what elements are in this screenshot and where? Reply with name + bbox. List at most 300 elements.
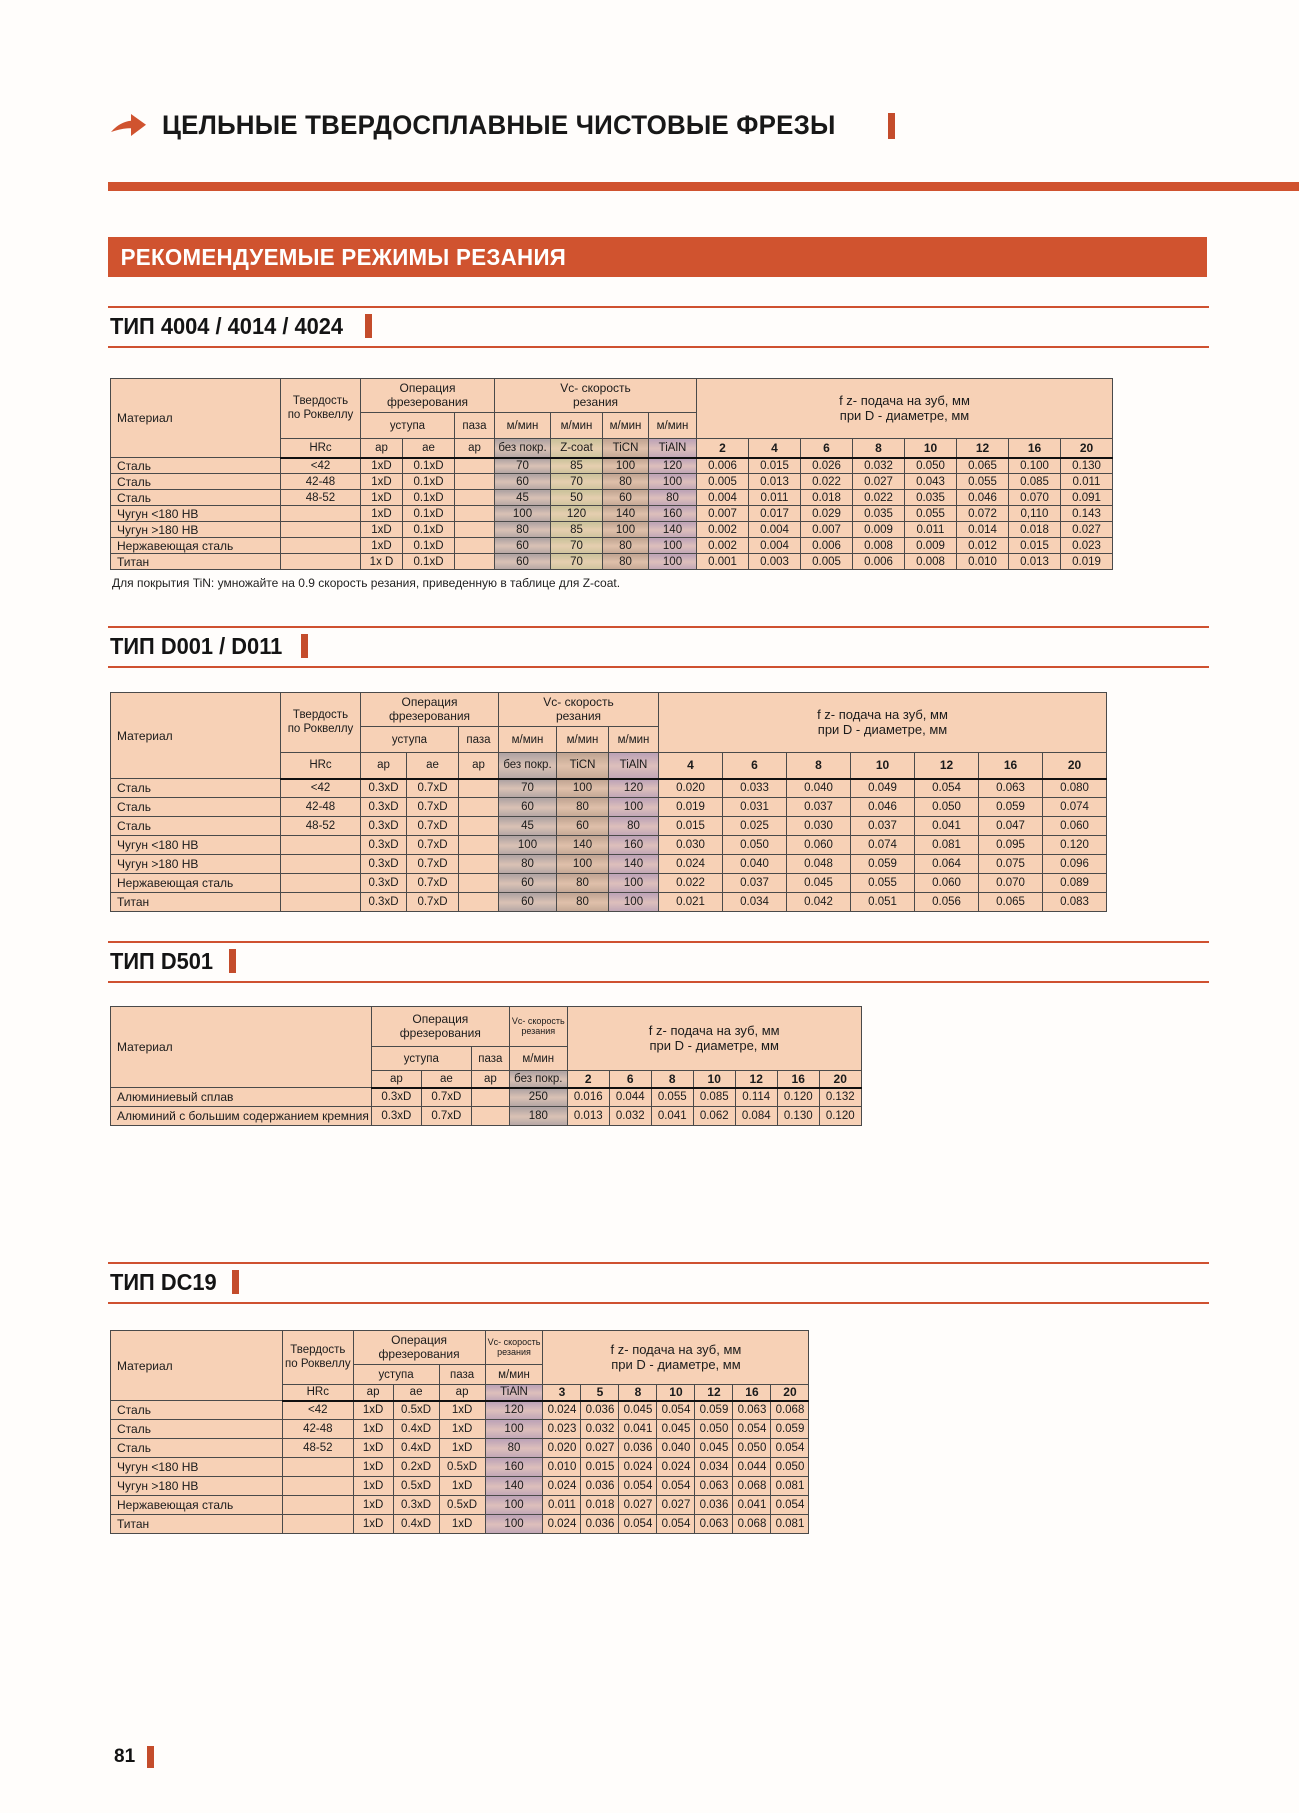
cutting-speed-cell: 70 bbox=[499, 779, 557, 798]
ap-cell: 0.3xD bbox=[361, 798, 407, 817]
feed-cell: 0.035 bbox=[905, 490, 957, 506]
cutting-speed-cell: 120 bbox=[485, 1401, 543, 1420]
label-line: фрезерования bbox=[388, 708, 471, 723]
label-line: резания bbox=[521, 1025, 556, 1036]
feed-cell: 0.084 bbox=[735, 1107, 777, 1126]
table-head bbox=[111, 1331, 809, 1401]
hrc-cell bbox=[281, 522, 361, 538]
ae-cell: 0.1xD bbox=[403, 458, 455, 474]
material-cell: Сталь bbox=[111, 817, 281, 836]
slot-ap-cell bbox=[459, 798, 499, 817]
slot-ap-cell bbox=[455, 506, 495, 522]
feed-cell: 0.049 bbox=[851, 779, 915, 798]
label-line: по Роквеллу bbox=[287, 722, 354, 735]
label-line: Твердость bbox=[292, 709, 349, 722]
slot-ap-cell: 0.5xD bbox=[439, 1496, 485, 1515]
material-header: Материал bbox=[111, 693, 281, 779]
feed-cell: 0.055 bbox=[905, 506, 957, 522]
feed-cell: 0.120 bbox=[1043, 836, 1107, 855]
label-line: Vc- скорость bbox=[487, 1336, 541, 1347]
feed-cell: 0.070 bbox=[979, 874, 1043, 893]
hrc-cell bbox=[283, 1515, 354, 1534]
label-line: Твердость bbox=[290, 1344, 346, 1357]
header-row bbox=[111, 693, 1107, 727]
hrc-cell bbox=[281, 874, 361, 893]
material-cell: Сталь bbox=[111, 490, 281, 506]
feed-cell: 0.013 bbox=[567, 1107, 609, 1126]
table-row bbox=[111, 506, 1113, 522]
label-line: резания bbox=[497, 1346, 531, 1357]
speed-unit-header: м/мин bbox=[609, 727, 659, 753]
section-title: ТИП DC19 bbox=[110, 1269, 217, 1295]
cutting-speed-cell: 70 bbox=[551, 474, 603, 490]
feed-cell: 0.022 bbox=[801, 474, 853, 490]
feed-cell: 0.054 bbox=[771, 1439, 809, 1458]
label-line: по Роквеллу bbox=[285, 1357, 351, 1370]
section-head-d501 bbox=[108, 941, 1209, 983]
feed-cell: 0.080 bbox=[1043, 779, 1107, 798]
feed-cell: 0.045 bbox=[619, 1401, 657, 1420]
coating-header: без покр. bbox=[495, 439, 551, 458]
feed-cell: 0.024 bbox=[543, 1515, 581, 1534]
cutting-speed-cell: 100 bbox=[485, 1420, 543, 1439]
slot-ap-cell bbox=[459, 817, 499, 836]
feed-cell: 0.054 bbox=[915, 779, 979, 798]
cutting-speed-cell: 80 bbox=[649, 490, 697, 506]
cutting-speed-header bbox=[509, 1007, 567, 1047]
hrc-cell bbox=[283, 1458, 354, 1477]
hrc-cell bbox=[281, 538, 361, 554]
feed-cell: 0.048 bbox=[787, 855, 851, 874]
feed-cell: 0.042 bbox=[787, 893, 851, 912]
diameter-header: 20 bbox=[1043, 753, 1107, 779]
feed-cell: 0.054 bbox=[619, 1477, 657, 1496]
feed-cell: 0.009 bbox=[853, 522, 905, 538]
diameter-header: 2 bbox=[567, 1071, 609, 1088]
cutting-speed-cell: 80 bbox=[557, 874, 609, 893]
page-title: ЦЕЛЬНЫЕ ТВЕРДОСПЛАВНЫЕ ЧИСТОВЫЕ ФРЕЗЫ bbox=[162, 110, 836, 140]
cutting-conditions-table bbox=[110, 1006, 862, 1126]
page-header bbox=[110, 110, 895, 141]
diameter-header: 12 bbox=[915, 753, 979, 779]
feed-cell: 0.024 bbox=[543, 1401, 581, 1420]
table-body bbox=[111, 458, 1113, 570]
cutting-speed-cell: 60 bbox=[603, 490, 649, 506]
material-header: Материал bbox=[111, 1331, 283, 1401]
hrc-cell bbox=[283, 1477, 354, 1496]
feed-cell: 0.046 bbox=[851, 798, 915, 817]
hrc-cell: 48-52 bbox=[281, 817, 361, 836]
banner-label: РЕКОМЕНДУЕМЫЕ РЕЖИМЫ РЕЗАНИЯ bbox=[120, 244, 567, 270]
feed-cell: 0.089 bbox=[1043, 874, 1107, 893]
feed-cell: 0.072 bbox=[957, 506, 1009, 522]
slot-ap-cell: 1xD bbox=[439, 1420, 485, 1439]
diameter-header: 12 bbox=[735, 1071, 777, 1088]
feed-cell: 0.120 bbox=[777, 1088, 819, 1107]
diameter-header: 8 bbox=[853, 439, 905, 458]
label-line: по Роквеллу bbox=[287, 408, 354, 421]
feed-cell: 0.003 bbox=[749, 554, 801, 570]
material-cell: Чугун <180 НВ bbox=[111, 506, 281, 522]
table-row bbox=[111, 1477, 809, 1496]
feed-cell: 0.004 bbox=[749, 538, 801, 554]
feed-cell: 0.041 bbox=[915, 817, 979, 836]
feed-cell: 0.081 bbox=[915, 836, 979, 855]
feed-cell: 0.081 bbox=[771, 1477, 809, 1496]
coating-header: TiCN bbox=[557, 753, 609, 779]
feed-cell: 0.024 bbox=[619, 1458, 657, 1477]
feed-cell: 0.075 bbox=[979, 855, 1043, 874]
material-header: Материал bbox=[111, 379, 281, 458]
feed-cell: 0.036 bbox=[581, 1401, 619, 1420]
feed-cell: 0.083 bbox=[1043, 893, 1107, 912]
ae-cell: 0.3xD bbox=[393, 1496, 439, 1515]
cutting-speed-cell: 100 bbox=[485, 1515, 543, 1534]
feed-per-tooth-header bbox=[697, 379, 1113, 439]
feed-cell: 0.013 bbox=[749, 474, 801, 490]
material-cell: Чугун >180 НВ bbox=[111, 855, 281, 874]
material-cell: Сталь bbox=[111, 474, 281, 490]
cutting-speed-cell: 100 bbox=[649, 554, 697, 570]
feed-cell: 0.037 bbox=[723, 874, 787, 893]
label-line: Операция bbox=[399, 380, 456, 395]
slot-ap-cell: 0.5xD bbox=[439, 1458, 485, 1477]
feed-cell: 0.051 bbox=[851, 893, 915, 912]
feed-cell: 0.091 bbox=[1061, 490, 1113, 506]
cutting-conditions-table bbox=[110, 692, 1107, 912]
speed-unit-header: м/мин bbox=[509, 1047, 567, 1071]
feed-cell: 0.011 bbox=[543, 1496, 581, 1515]
section-title: ТИП D001 / D011 bbox=[110, 633, 283, 659]
feed-cell: 0.045 bbox=[787, 874, 851, 893]
table-row bbox=[111, 1107, 862, 1126]
table-row bbox=[111, 554, 1113, 570]
ae-cell: 0.1xD bbox=[403, 490, 455, 506]
feed-per-tooth-header bbox=[543, 1331, 809, 1385]
feed-cell: 0.018 bbox=[581, 1496, 619, 1515]
feed-cell: 0.041 bbox=[733, 1496, 771, 1515]
diameter-header: 16 bbox=[1009, 439, 1061, 458]
diameter-header: 8 bbox=[651, 1071, 693, 1088]
hrc-cell bbox=[281, 506, 361, 522]
feed-cell: 0.062 bbox=[693, 1107, 735, 1126]
feed-cell: 0.068 bbox=[771, 1401, 809, 1420]
feed-cell: 0.085 bbox=[693, 1088, 735, 1107]
cutting-speed-cell: 120 bbox=[551, 506, 603, 522]
feed-cell: 0.019 bbox=[1061, 554, 1113, 570]
hrc-cell: 42-48 bbox=[281, 798, 361, 817]
slot-ap-cell bbox=[459, 855, 499, 874]
ap-cell: 1xD bbox=[361, 506, 403, 522]
ap-header: ap bbox=[439, 1385, 485, 1401]
feed-cell: 0.036 bbox=[581, 1515, 619, 1534]
speed-unit-header: м/мин bbox=[557, 727, 609, 753]
feed-cell: 0.059 bbox=[771, 1420, 809, 1439]
table-row bbox=[111, 855, 1107, 874]
feed-cell: 0.059 bbox=[979, 798, 1043, 817]
ap-cell: 0.3xD bbox=[371, 1107, 421, 1126]
hrc-cell bbox=[281, 554, 361, 570]
feed-cell: 0.002 bbox=[697, 538, 749, 554]
cutting-table-d001 bbox=[110, 692, 1107, 912]
ap-cell: 0.3xD bbox=[371, 1088, 421, 1107]
material-cell: Титан bbox=[111, 893, 281, 912]
slot-ap-cell bbox=[455, 522, 495, 538]
feed-cell: 0.050 bbox=[905, 458, 957, 474]
cutting-speed-cell: 160 bbox=[649, 506, 697, 522]
table-row bbox=[111, 458, 1113, 474]
diameter-header: 3 bbox=[543, 1385, 581, 1401]
label-line: при D - диаметре, мм bbox=[839, 407, 970, 423]
table-row bbox=[111, 874, 1107, 893]
feed-cell: 0.074 bbox=[1043, 798, 1107, 817]
feed-cell: 0.130 bbox=[777, 1107, 819, 1126]
diameter-header: 12 bbox=[695, 1385, 733, 1401]
cutting-speed-cell: 80 bbox=[609, 817, 659, 836]
ap-cell: 1xD bbox=[353, 1439, 393, 1458]
feed-cell: 0.054 bbox=[657, 1477, 695, 1496]
material-cell: Алюминий с большим содержанием кремния bbox=[111, 1107, 372, 1126]
coating-header: TiCN bbox=[603, 439, 649, 458]
feed-cell: 0.041 bbox=[651, 1107, 693, 1126]
feed-cell: 0.008 bbox=[905, 554, 957, 570]
ae-cell: 0.1xD bbox=[403, 522, 455, 538]
title-accent-bar bbox=[888, 113, 895, 139]
feed-cell: 0.044 bbox=[733, 1458, 771, 1477]
cutting-speed-cell: 60 bbox=[499, 798, 557, 817]
ap-cell: 0.3xD bbox=[361, 817, 407, 836]
coating-header: без покр. bbox=[509, 1071, 567, 1088]
cutting-speed-cell: 140 bbox=[603, 506, 649, 522]
diameter-header: 8 bbox=[619, 1385, 657, 1401]
feed-cell: 0.095 bbox=[979, 836, 1043, 855]
diameter-header: 6 bbox=[801, 439, 853, 458]
feed-cell: 0.036 bbox=[695, 1496, 733, 1515]
cutting-speed-cell: 70 bbox=[495, 458, 551, 474]
slot-ap-cell bbox=[459, 893, 499, 912]
material-cell: Алюминиевый сплав bbox=[111, 1088, 372, 1107]
feed-cell: 0.036 bbox=[581, 1477, 619, 1496]
cutting-speed-cell: 60 bbox=[495, 474, 551, 490]
ap-cell: 0.3xD bbox=[361, 779, 407, 798]
diameter-header: 10 bbox=[693, 1071, 735, 1088]
feed-cell: 0.008 bbox=[853, 538, 905, 554]
slot-ap-cell bbox=[471, 1107, 509, 1126]
label-line: f z- подача на зуб, мм bbox=[839, 392, 970, 408]
slot-ap-cell: 1xD bbox=[439, 1515, 485, 1534]
cutting-speed-cell: 140 bbox=[557, 836, 609, 855]
diameter-header: 2 bbox=[697, 439, 749, 458]
hrc-cell: 48-52 bbox=[281, 490, 361, 506]
feed-cell: 0,110 bbox=[1009, 506, 1061, 522]
feed-cell: 0.022 bbox=[853, 490, 905, 506]
cutting-speed-header bbox=[495, 379, 697, 413]
hardness-header bbox=[281, 379, 361, 439]
label-line: Vc- скорость bbox=[511, 1015, 565, 1026]
label-line: Операция bbox=[412, 1011, 469, 1026]
feed-cell: 0.015 bbox=[749, 458, 801, 474]
cutting-speed-cell: 140 bbox=[485, 1477, 543, 1496]
hrc-cell: <42 bbox=[281, 458, 361, 474]
cutting-speed-cell: 100 bbox=[603, 522, 649, 538]
cutting-speed-cell: 85 bbox=[551, 522, 603, 538]
feed-cell: 0.011 bbox=[749, 490, 801, 506]
diameter-header: 16 bbox=[979, 753, 1043, 779]
feed-cell: 0.006 bbox=[697, 458, 749, 474]
cutting-speed-cell: 85 bbox=[551, 458, 603, 474]
slot-ap-cell: 1xD bbox=[439, 1439, 485, 1458]
diameter-header: 10 bbox=[905, 439, 957, 458]
feed-cell: 0.050 bbox=[723, 836, 787, 855]
feed-cell: 0.130 bbox=[1061, 458, 1113, 474]
feed-cell: 0.002 bbox=[697, 522, 749, 538]
feed-cell: 0.063 bbox=[733, 1401, 771, 1420]
table-row bbox=[111, 1496, 809, 1515]
feed-cell: 0.018 bbox=[801, 490, 853, 506]
ae-cell: 0.7xD bbox=[407, 779, 459, 798]
diameter-header: 4 bbox=[749, 439, 801, 458]
ap-cell: 1xD bbox=[361, 458, 403, 474]
shoulder-header: уступа bbox=[371, 1047, 471, 1071]
feed-cell: 0.047 bbox=[979, 817, 1043, 836]
cutting-speed-cell: 60 bbox=[495, 554, 551, 570]
material-cell: Сталь bbox=[111, 1420, 283, 1439]
diameter-header: 16 bbox=[733, 1385, 771, 1401]
ap-cell: 0.3xD bbox=[361, 855, 407, 874]
feed-cell: 0.059 bbox=[695, 1401, 733, 1420]
slot-header: паза bbox=[459, 727, 499, 753]
feed-cell: 0.027 bbox=[657, 1496, 695, 1515]
hrc-cell bbox=[283, 1496, 354, 1515]
section-head-4004 bbox=[108, 306, 1209, 348]
label-line: Vc- скорость bbox=[560, 380, 631, 395]
cutting-speed-cell: 120 bbox=[649, 458, 697, 474]
feed-cell: 0.015 bbox=[581, 1458, 619, 1477]
speed-unit-header: м/мин bbox=[499, 727, 557, 753]
feed-cell: 0.040 bbox=[657, 1439, 695, 1458]
feed-cell: 0.004 bbox=[697, 490, 749, 506]
coating-header: Z-coat bbox=[551, 439, 603, 458]
table-row bbox=[111, 817, 1107, 836]
feed-cell: 0.040 bbox=[787, 779, 851, 798]
feed-cell: 0.027 bbox=[1061, 522, 1113, 538]
feed-cell: 0.010 bbox=[957, 554, 1009, 570]
feed-cell: 0.026 bbox=[801, 458, 853, 474]
label-line: Операция bbox=[401, 694, 458, 709]
cutting-speed-cell: 160 bbox=[485, 1458, 543, 1477]
feed-cell: 0.027 bbox=[581, 1439, 619, 1458]
feed-cell: 0.054 bbox=[619, 1515, 657, 1534]
label-line: фрезерования bbox=[399, 1025, 481, 1040]
shoulder-header: уступа bbox=[361, 727, 459, 753]
cutting-table-d501 bbox=[110, 1006, 862, 1126]
feed-cell: 0.055 bbox=[851, 874, 915, 893]
label-line: Твердость bbox=[292, 395, 349, 408]
feed-cell: 0.055 bbox=[651, 1088, 693, 1107]
material-cell: Сталь bbox=[111, 458, 281, 474]
material-cell: Чугун <180 НВ bbox=[111, 836, 281, 855]
feed-cell: 0.005 bbox=[801, 554, 853, 570]
recommended-modes-banner bbox=[108, 237, 1207, 277]
feed-cell: 0.060 bbox=[1043, 817, 1107, 836]
cutting-speed-cell: 80 bbox=[557, 893, 609, 912]
material-cell: Чугун >180 НВ bbox=[111, 1477, 283, 1496]
feed-cell: 0.027 bbox=[853, 474, 905, 490]
cutting-speed-cell: 100 bbox=[609, 893, 659, 912]
ae-cell: 0.7xD bbox=[407, 893, 459, 912]
ae-cell: 0.7xD bbox=[407, 817, 459, 836]
cutting-speed-cell: 45 bbox=[495, 490, 551, 506]
hrc-header: HRc bbox=[281, 753, 361, 779]
ap-cell: 0.3xD bbox=[361, 874, 407, 893]
feed-cell: 0.023 bbox=[1061, 538, 1113, 554]
feed-cell: 0.050 bbox=[695, 1420, 733, 1439]
feed-cell: 0.037 bbox=[851, 817, 915, 836]
shoulder-header: уступа bbox=[353, 1365, 439, 1385]
ap-cell: 1xD bbox=[361, 538, 403, 554]
feed-cell: 0.022 bbox=[659, 874, 723, 893]
ap-header: ap bbox=[459, 753, 499, 779]
arrow-icon bbox=[110, 111, 148, 141]
table-row bbox=[111, 1420, 809, 1439]
diameter-header: 20 bbox=[1061, 439, 1113, 458]
feed-cell: 0.020 bbox=[659, 779, 723, 798]
feed-cell: 0.037 bbox=[787, 798, 851, 817]
material-cell: Сталь bbox=[111, 779, 281, 798]
cutting-speed-header bbox=[485, 1331, 543, 1365]
hardness-header bbox=[281, 693, 361, 753]
ae-cell: 0.4xD bbox=[393, 1515, 439, 1534]
ap-cell: 1xD bbox=[353, 1496, 393, 1515]
label-line: при D - диаметре, мм bbox=[649, 1037, 779, 1053]
section-accent-bar bbox=[365, 314, 372, 338]
cutting-speed-cell: 60 bbox=[495, 538, 551, 554]
table-head bbox=[111, 379, 1113, 458]
table-row bbox=[111, 1439, 809, 1458]
cutting-speed-cell: 100 bbox=[649, 474, 697, 490]
slot-ap-cell: 1xD bbox=[439, 1401, 485, 1420]
feed-cell: 0.050 bbox=[915, 798, 979, 817]
ap-cell: 0.3xD bbox=[361, 893, 407, 912]
feed-cell: 0.143 bbox=[1061, 506, 1113, 522]
cutting-speed-cell: 80 bbox=[557, 798, 609, 817]
section-accent-bar bbox=[229, 949, 236, 973]
feed-cell: 0.065 bbox=[979, 893, 1043, 912]
feed-cell: 0.120 bbox=[819, 1107, 861, 1126]
feed-cell: 0.014 bbox=[957, 522, 1009, 538]
cutting-table-dc19 bbox=[110, 1330, 809, 1534]
feed-cell: 0.027 bbox=[619, 1496, 657, 1515]
table-row bbox=[111, 1515, 809, 1534]
cutting-speed-cell: 140 bbox=[609, 855, 659, 874]
material-header: Материал bbox=[111, 1007, 372, 1088]
hrc-cell: 48-52 bbox=[283, 1439, 354, 1458]
cutting-speed-cell: 250 bbox=[509, 1088, 567, 1107]
label-line: при D - диаметре, мм bbox=[611, 1356, 741, 1372]
label-line: Операция bbox=[391, 1332, 448, 1347]
table-row bbox=[111, 490, 1113, 506]
ae-cell: 0.7xD bbox=[421, 1107, 471, 1126]
slot-ap-cell: 1xD bbox=[439, 1477, 485, 1496]
feed-cell: 0.054 bbox=[657, 1401, 695, 1420]
table-row bbox=[111, 798, 1107, 817]
feed-cell: 0.045 bbox=[657, 1420, 695, 1439]
diameter-header: 5 bbox=[581, 1385, 619, 1401]
feed-cell: 0.046 bbox=[957, 490, 1009, 506]
tin-coating-footnote: Для покрытия TiN: умножайте на 0.9 скорость резания, приведенную в таблице для Z-coat. bbox=[112, 576, 621, 590]
header-rule bbox=[108, 182, 1299, 191]
feed-cell: 0.018 bbox=[1009, 522, 1061, 538]
